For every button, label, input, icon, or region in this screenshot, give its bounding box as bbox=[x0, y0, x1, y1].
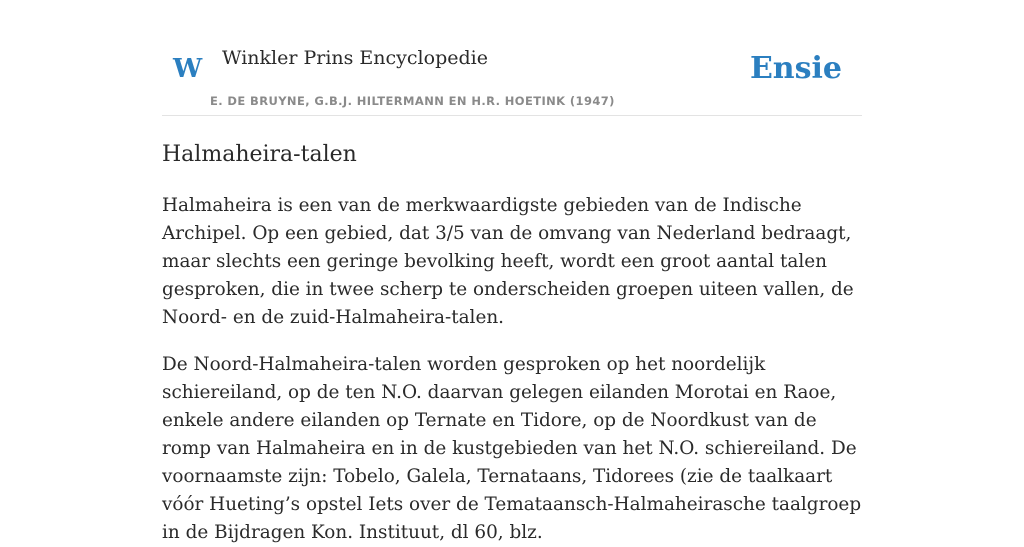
site-header bbox=[162, 0, 862, 116]
authors-credit: E. DE BRUYNE, G.B.J. HILTERMANN EN H.R. HOETINK (1947) bbox=[210, 94, 615, 108]
article-title: Halmaheira-talen bbox=[162, 142, 357, 167]
page bbox=[162, 0, 862, 543]
ensie-logo[interactable]: Ensie bbox=[749, 51, 842, 86]
winkler-prins-logo[interactable]: W bbox=[173, 54, 203, 84]
site-title[interactable]: Winkler Prins Encyclopedie bbox=[222, 47, 488, 69]
article-paragraph: Halmaheira is een van de merkwaardigste gebieden van de Indische Archipel. Op een gebied, dat 3/5 van de omvang van Nederland bedraagt, maar slechts een geringe bevolking heeft, wordt een groot aantal talen gesproken, die in twee scherp te onderscheiden groepen uiteen vallen, de Noord- en de zuid-Halmaheira-talen. bbox=[162, 195, 854, 328]
article-paragraph: De Noord-Halmaheira-talen worden gesproken op het noordelijk schiereiland, op de ten N.O. daarvan gelegen eilanden Morotai en Raoe, enkele andere eilanden op Ternate en Tidore, op de Noordkust van de romp van Halmaheira en in de kustgebieden van het N.O. schiereiland. De voornaamste zijn: Tobelo, Galela, Ternataans, Tidorees (zie de taalkaart vóór Hueting’s opstel Iets over de Temataansch-Halmaheirasche taalgroep in de Bijdragen Kon. Instituut, dl 60, blz. bbox=[162, 354, 862, 543]
